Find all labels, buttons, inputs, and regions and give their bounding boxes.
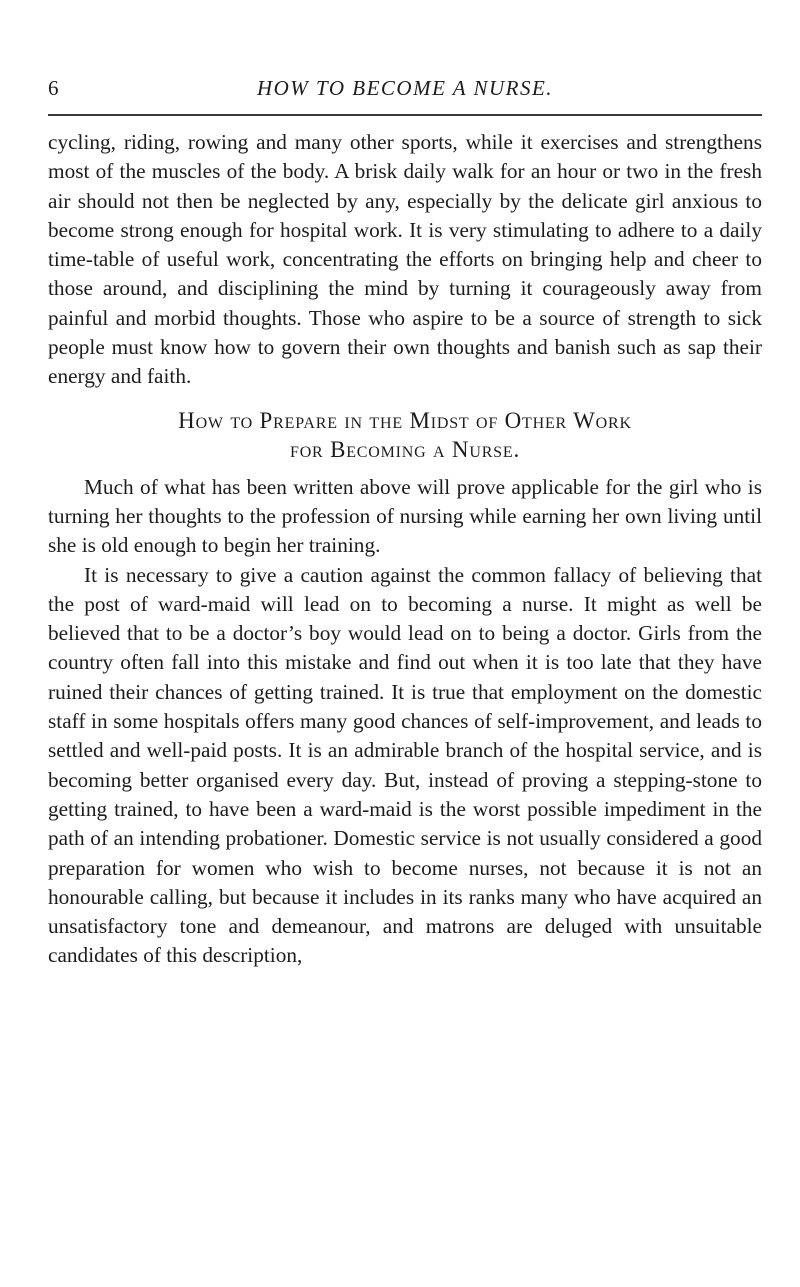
page-number: 6	[48, 76, 59, 100]
section-heading-line-2: for Becoming a Nurse.	[290, 437, 520, 463]
running-head	[48, 70, 762, 106]
header-rule	[48, 114, 762, 116]
section-heading	[48, 406, 762, 465]
running-title: HOW TO BECOME A NURSE.	[256, 76, 554, 100]
paragraph-applicable: Much of what has been written above will prove applicable for the girl who is turning her thoughts to the profession of nursing while earning her own living until she is old enough to begin her training.	[48, 474, 762, 558]
book-page	[48, 70, 762, 971]
paragraph-continued: cycling, riding, rowing and many other sports, while it exercises and strengthens most of the muscles of the body. A brisk daily walk for an hour or two in the fresh air should not then be neglected by any, especially by the delicate girl anxious to become strong enough for hospital work. It is very stimulating to adhere to a daily time-table of useful work, concentrating the efforts on bringing help and cheer to those around, and disciplining the mind by turning it courageously away from painful and morbid thoughts. Those who aspire to be a source of strength to sick people must know how to govern their own thoughts and banish such as sap their energy and faith.	[48, 130, 762, 389]
section-heading-line-1: How to Prepare in the Midst of Other Work	[178, 407, 632, 433]
paragraph-caution: It is necessary to give a caution against the common fallacy of believing that the post of ward-maid will lead on to becoming a nurse. It might as well be believed that to be a doctor’s boy would lead on to being a doctor. Girls from the country often fall into this mistake and find out when it is too late that they have ruined their chances of getting trained. It is true that employment on the domestic staff in some hospitals offers many good chances of self-improvement, and leads to settled and well-paid posts. It is an admirable branch of the hospital service, and is becoming better organised every day. But, instead of proving a stepping-stone to getting trained, to have been a ward-maid is the worst possible impediment in the path of an intending probationer. Domestic service is not usually considered a good preparation for women who wish to become nurses, not because it is not an honourable calling, but because it includes in its ranks many who have acquired an unsatisfactory tone and demeanour, and matrons are deluged with unsuitable candidates of this description,	[48, 562, 762, 968]
